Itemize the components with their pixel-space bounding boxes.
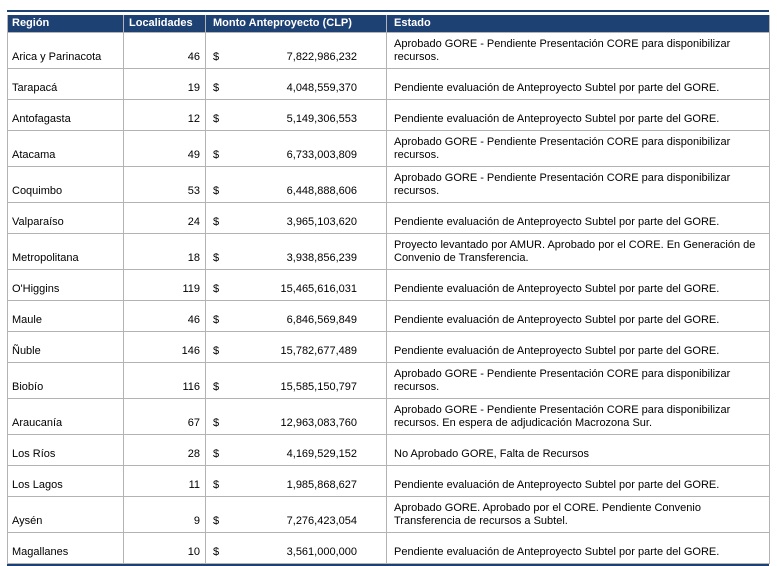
localidades-cell: 146: [124, 332, 206, 363]
localidades-cell: 46: [124, 301, 206, 332]
region-cell: Araucanía: [8, 399, 124, 435]
monto-cell: [206, 100, 387, 131]
region-cell: Tarapacá: [8, 69, 124, 100]
monto-cell: [206, 435, 387, 466]
monto-value: 6,448,888,606: [286, 185, 357, 197]
table-body: [8, 33, 770, 564]
table-row: [8, 466, 770, 497]
region-cell: Metropolitana: [8, 234, 124, 270]
monto-cell: [206, 466, 387, 497]
estado-cell: Pendiente evaluación de Anteproyecto Subtel por parte del GORE.: [387, 301, 770, 332]
estado-cell: Aprobado GORE - Pendiente Presentación CORE para disponibilizar recursos.: [387, 167, 770, 203]
monto-value: 4,048,559,370: [286, 82, 357, 94]
currency-symbol: $: [213, 515, 220, 527]
currency-symbol: $: [213, 479, 220, 491]
region-cell: Biobío: [8, 363, 124, 399]
localidades-cell: 11: [124, 466, 206, 497]
estado-cell: Aprobado GORE - Pendiente Presentación CORE para disponibilizar recursos.: [387, 131, 770, 167]
region-cell: Valparaíso: [8, 203, 124, 234]
monto-value: 3,561,000,000: [286, 546, 357, 558]
table-row: [8, 332, 770, 363]
localidades-cell: 116: [124, 363, 206, 399]
currency-symbol: $: [213, 82, 220, 94]
table-row: [8, 363, 770, 399]
estado-cell: Pendiente evaluación de Anteproyecto Subtel por parte del GORE.: [387, 270, 770, 301]
monto-cell: [206, 497, 387, 533]
header-row: [8, 15, 770, 33]
table-top-border: [7, 10, 769, 12]
currency-symbol: $: [213, 283, 220, 295]
monto-cell: [206, 270, 387, 301]
currency-symbol: $: [213, 216, 220, 228]
localidades-cell: 67: [124, 399, 206, 435]
monto-value: 15,465,616,031: [280, 283, 357, 295]
estado-cell: Pendiente evaluación de Anteproyecto Subtel por parte del GORE.: [387, 466, 770, 497]
currency-symbol: $: [213, 381, 220, 393]
monto-value: 3,938,856,239: [286, 252, 357, 264]
table-row: [8, 435, 770, 466]
monto-value: 4,169,529,152: [286, 448, 357, 460]
table-row: [8, 301, 770, 332]
region-cell: Aysén: [8, 497, 124, 533]
column-header-localidades: Localidades: [124, 15, 206, 33]
estado-cell: Pendiente evaluación de Anteproyecto Subtel por parte del GORE.: [387, 332, 770, 363]
monto-value: 3,965,103,620: [286, 216, 357, 228]
table-row: [8, 33, 770, 69]
estado-cell: Pendiente evaluación de Anteproyecto Subtel por parte del GORE.: [387, 100, 770, 131]
monto-cell: [206, 301, 387, 332]
region-cell: Los Ríos: [8, 435, 124, 466]
currency-symbol: $: [213, 113, 220, 125]
monto-value: 6,846,569,849: [286, 314, 357, 326]
region-cell: Coquimbo: [8, 167, 124, 203]
monto-cell: [206, 332, 387, 363]
regiones-table: [7, 15, 770, 564]
region-cell: Magallanes: [8, 533, 124, 564]
region-cell: Ñuble: [8, 332, 124, 363]
localidades-cell: 9: [124, 497, 206, 533]
monto-value: 7,276,423,054: [286, 515, 357, 527]
monto-cell: [206, 69, 387, 100]
monto-value: 12,963,083,760: [280, 417, 357, 429]
localidades-cell: 10: [124, 533, 206, 564]
localidades-cell: 19: [124, 69, 206, 100]
estado-cell: Pendiente evaluación de Anteproyecto Subtel por parte del GORE.: [387, 69, 770, 100]
localidades-cell: 18: [124, 234, 206, 270]
monto-value: 15,585,150,797: [280, 381, 357, 393]
region-cell: Arica y Parinacota: [8, 33, 124, 69]
estado-cell: Pendiente evaluación de Anteproyecto Subtel por parte del GORE.: [387, 533, 770, 564]
table-row: [8, 497, 770, 533]
localidades-cell: 28: [124, 435, 206, 466]
currency-symbol: $: [213, 417, 220, 429]
table-row: [8, 234, 770, 270]
table-row: [8, 167, 770, 203]
estado-cell: Proyecto levantado por AMUR. Aprobado por el CORE. En Generación de Convenio de Transferencia.: [387, 234, 770, 270]
currency-symbol: $: [213, 51, 220, 63]
monto-cell: [206, 234, 387, 270]
region-cell: O'Higgins: [8, 270, 124, 301]
estado-cell: No Aprobado GORE, Falta de Recursos: [387, 435, 770, 466]
currency-symbol: $: [213, 185, 220, 197]
table-row: [8, 203, 770, 234]
table-header: [8, 15, 770, 33]
currency-symbol: $: [213, 345, 220, 357]
currency-symbol: $: [213, 252, 220, 264]
currency-symbol: $: [213, 314, 220, 326]
localidades-cell: 119: [124, 270, 206, 301]
table-row: [8, 533, 770, 564]
localidades-cell: 49: [124, 131, 206, 167]
monto-cell: [206, 33, 387, 69]
monto-value: 6,733,003,809: [286, 149, 357, 161]
column-header-estado: Estado: [387, 15, 770, 33]
monto-value: 7,822,986,232: [286, 51, 357, 63]
column-header-region: Región: [8, 15, 124, 33]
region-cell: Atacama: [8, 131, 124, 167]
currency-symbol: $: [213, 546, 220, 558]
region-cell: Antofagasta: [8, 100, 124, 131]
monto-value: 15,782,677,489: [280, 345, 357, 357]
table-row: [8, 100, 770, 131]
estado-cell: Aprobado GORE. Aprobado por el CORE. Pendiente Convenio Transferencia de recursos a Subtel.: [387, 497, 770, 533]
monto-cell: [206, 399, 387, 435]
monto-value: 1,985,868,627: [286, 479, 357, 491]
column-header-monto: Monto Anteproyecto (CLP): [206, 15, 387, 33]
currency-symbol: $: [213, 448, 220, 460]
table-row: [8, 270, 770, 301]
localidades-cell: 53: [124, 167, 206, 203]
table-row: [8, 131, 770, 167]
region-cell: Los Lagos: [8, 466, 124, 497]
estado-cell: Aprobado GORE - Pendiente Presentación CORE para disponibilizar recursos. En espera de adjudicación Macrozona Sur.: [387, 399, 770, 435]
monto-cell: [206, 131, 387, 167]
localidades-cell: 46: [124, 33, 206, 69]
estado-cell: Aprobado GORE - Pendiente Presentación CORE para disponibilizar recursos.: [387, 363, 770, 399]
monto-cell: [206, 363, 387, 399]
estado-cell: Aprobado GORE - Pendiente Presentación CORE para disponibilizar recursos.: [387, 33, 770, 69]
estado-cell: Pendiente evaluación de Anteproyecto Subtel por parte del GORE.: [387, 203, 770, 234]
monto-cell: [206, 167, 387, 203]
currency-symbol: $: [213, 149, 220, 161]
localidades-cell: 24: [124, 203, 206, 234]
region-cell: Maule: [8, 301, 124, 332]
localidades-cell: 12: [124, 100, 206, 131]
monto-value: 5,149,306,553: [286, 113, 357, 125]
table-row: [8, 399, 770, 435]
table-row: [8, 69, 770, 100]
monto-cell: [206, 533, 387, 564]
monto-cell: [206, 203, 387, 234]
